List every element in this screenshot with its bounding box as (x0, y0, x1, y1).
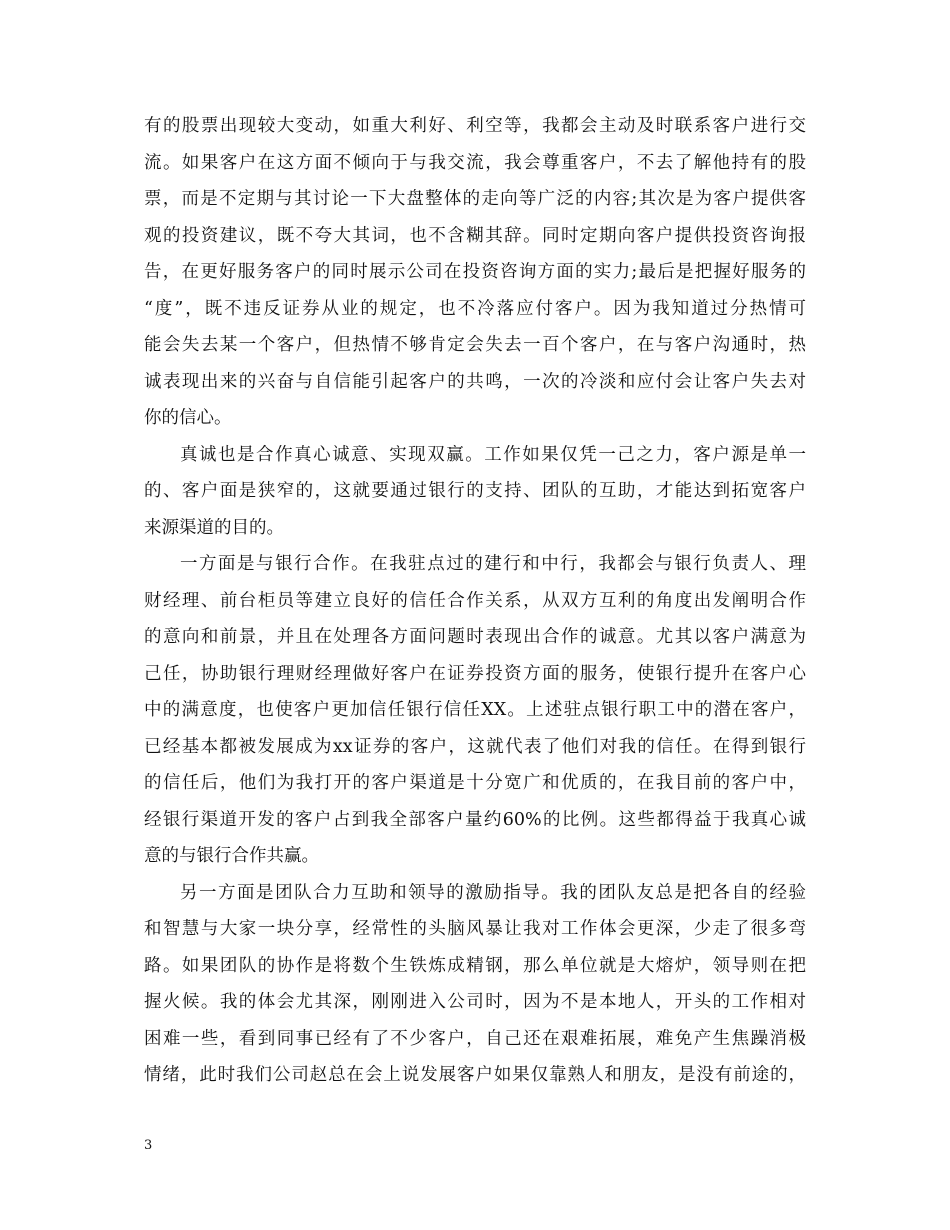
text-line: 来源渠道的目的。 (144, 517, 284, 538)
page-number: 3 (144, 1138, 153, 1153)
text-line: 的信任后，他们为我打开的客户渠道是十分宽广和优质的，在我目前的客户中， (144, 773, 806, 793)
text-line: 己任，协助银行理财经理做好客户在证券投资方面的服务，使银行提升在客户心 (144, 663, 806, 684)
text-line: 意的与银行合作共赢。 (144, 846, 319, 866)
text-line: “度”，既不违反证券从业的规定，也不冷落应付客户。因为我知道过分热情可 (144, 298, 806, 319)
text-line: 另一方面是团队合力互助和领导的激励指导。我的团队友总是把各自的经验 (180, 882, 806, 903)
text-line: 情绪，此时我们公司赵总在会上说发展客户如果仅靠熟人和朋友，是没有前途的， (144, 1065, 806, 1085)
text-line: 困难一些，看到同事已经有了不少客户，自己还在艰难拓展，难免产生焦躁消极 (144, 1028, 806, 1049)
text-line: 和智慧与大家一块分享，经常性的头脑风暴让我对工作体会更深，少走了很多弯 (144, 919, 806, 939)
text-line: 已经基本都被发展成为xx证券的客户，这就代表了他们对我的信任。在得到银行 (144, 736, 806, 757)
text-line: 中的满意度，也使客户更加信任银行信任XX。上述驻点银行职工中的潜在客户， (144, 700, 806, 720)
text-line: 有的股票出现较大变动，如重大利好、利空等，我都会主动及时联系客户进行交 (144, 116, 806, 136)
text-line: 告，在更好服务客户的同时展示公司在投资咨询方面的实力;最后是把握好服务的 (144, 262, 806, 282)
text-line: 经银行渠道开发的客户占到我全部客户量约60%的比例。这些都得益于我真心诚 (144, 809, 806, 830)
text-line: 能会失去某一个客户，但热情不够肯定会失去一百个客户，在与客户沟通时，热 (144, 335, 806, 355)
body-text (144, 108, 806, 1094)
text-line: 的、客户面是狭窄的，这就要通过银行的支持、团队的互助，才能达到拓宽客户 (144, 481, 806, 501)
text-line: 的意向和前景，并且在处理各方面问题时表现出合作的诚意。尤其以客户满意为 (144, 627, 806, 647)
text-line: 路。如果团队的协作是将数个生铁炼成精钢，那么单位就是大熔炉，领导则在把 (144, 955, 806, 976)
text-line: 流。如果客户在这方面不倾向于与我交流，我会尊重客户，不去了解他持有的股 (144, 152, 806, 173)
text-line: 你的信心。 (144, 408, 232, 428)
text-line: 票，而是不定期与其讨论一下大盘整体的走向等广泛的内容;其次是为客户提供客 (144, 189, 806, 209)
text-line: 观的投资建议，既不夸大其词，也不含糊其辞。同时定期向客户提供投资咨询报 (144, 225, 806, 246)
text-line: 握火候。我的体会尤其深，刚刚进入公司时，因为不是本地人，开头的工作相对 (144, 992, 806, 1012)
text-line: 一方面是与银行合作。在我驻点过的建行和中行，我都会与银行负责人、理 (180, 554, 806, 574)
text-line: 诚表现出来的兴奋与自信能引起客户的共鸣，一次的冷淡和应付会让客户失去对 (144, 371, 806, 392)
text-line: 财经理、前台柜员等建立良好的信任合作关系，从双方互利的角度出发阐明合作 (144, 590, 806, 611)
text-line: 真诚也是合作真心诚意、实现双赢。工作如果仅凭一己之力，客户源是单一 (180, 444, 806, 465)
